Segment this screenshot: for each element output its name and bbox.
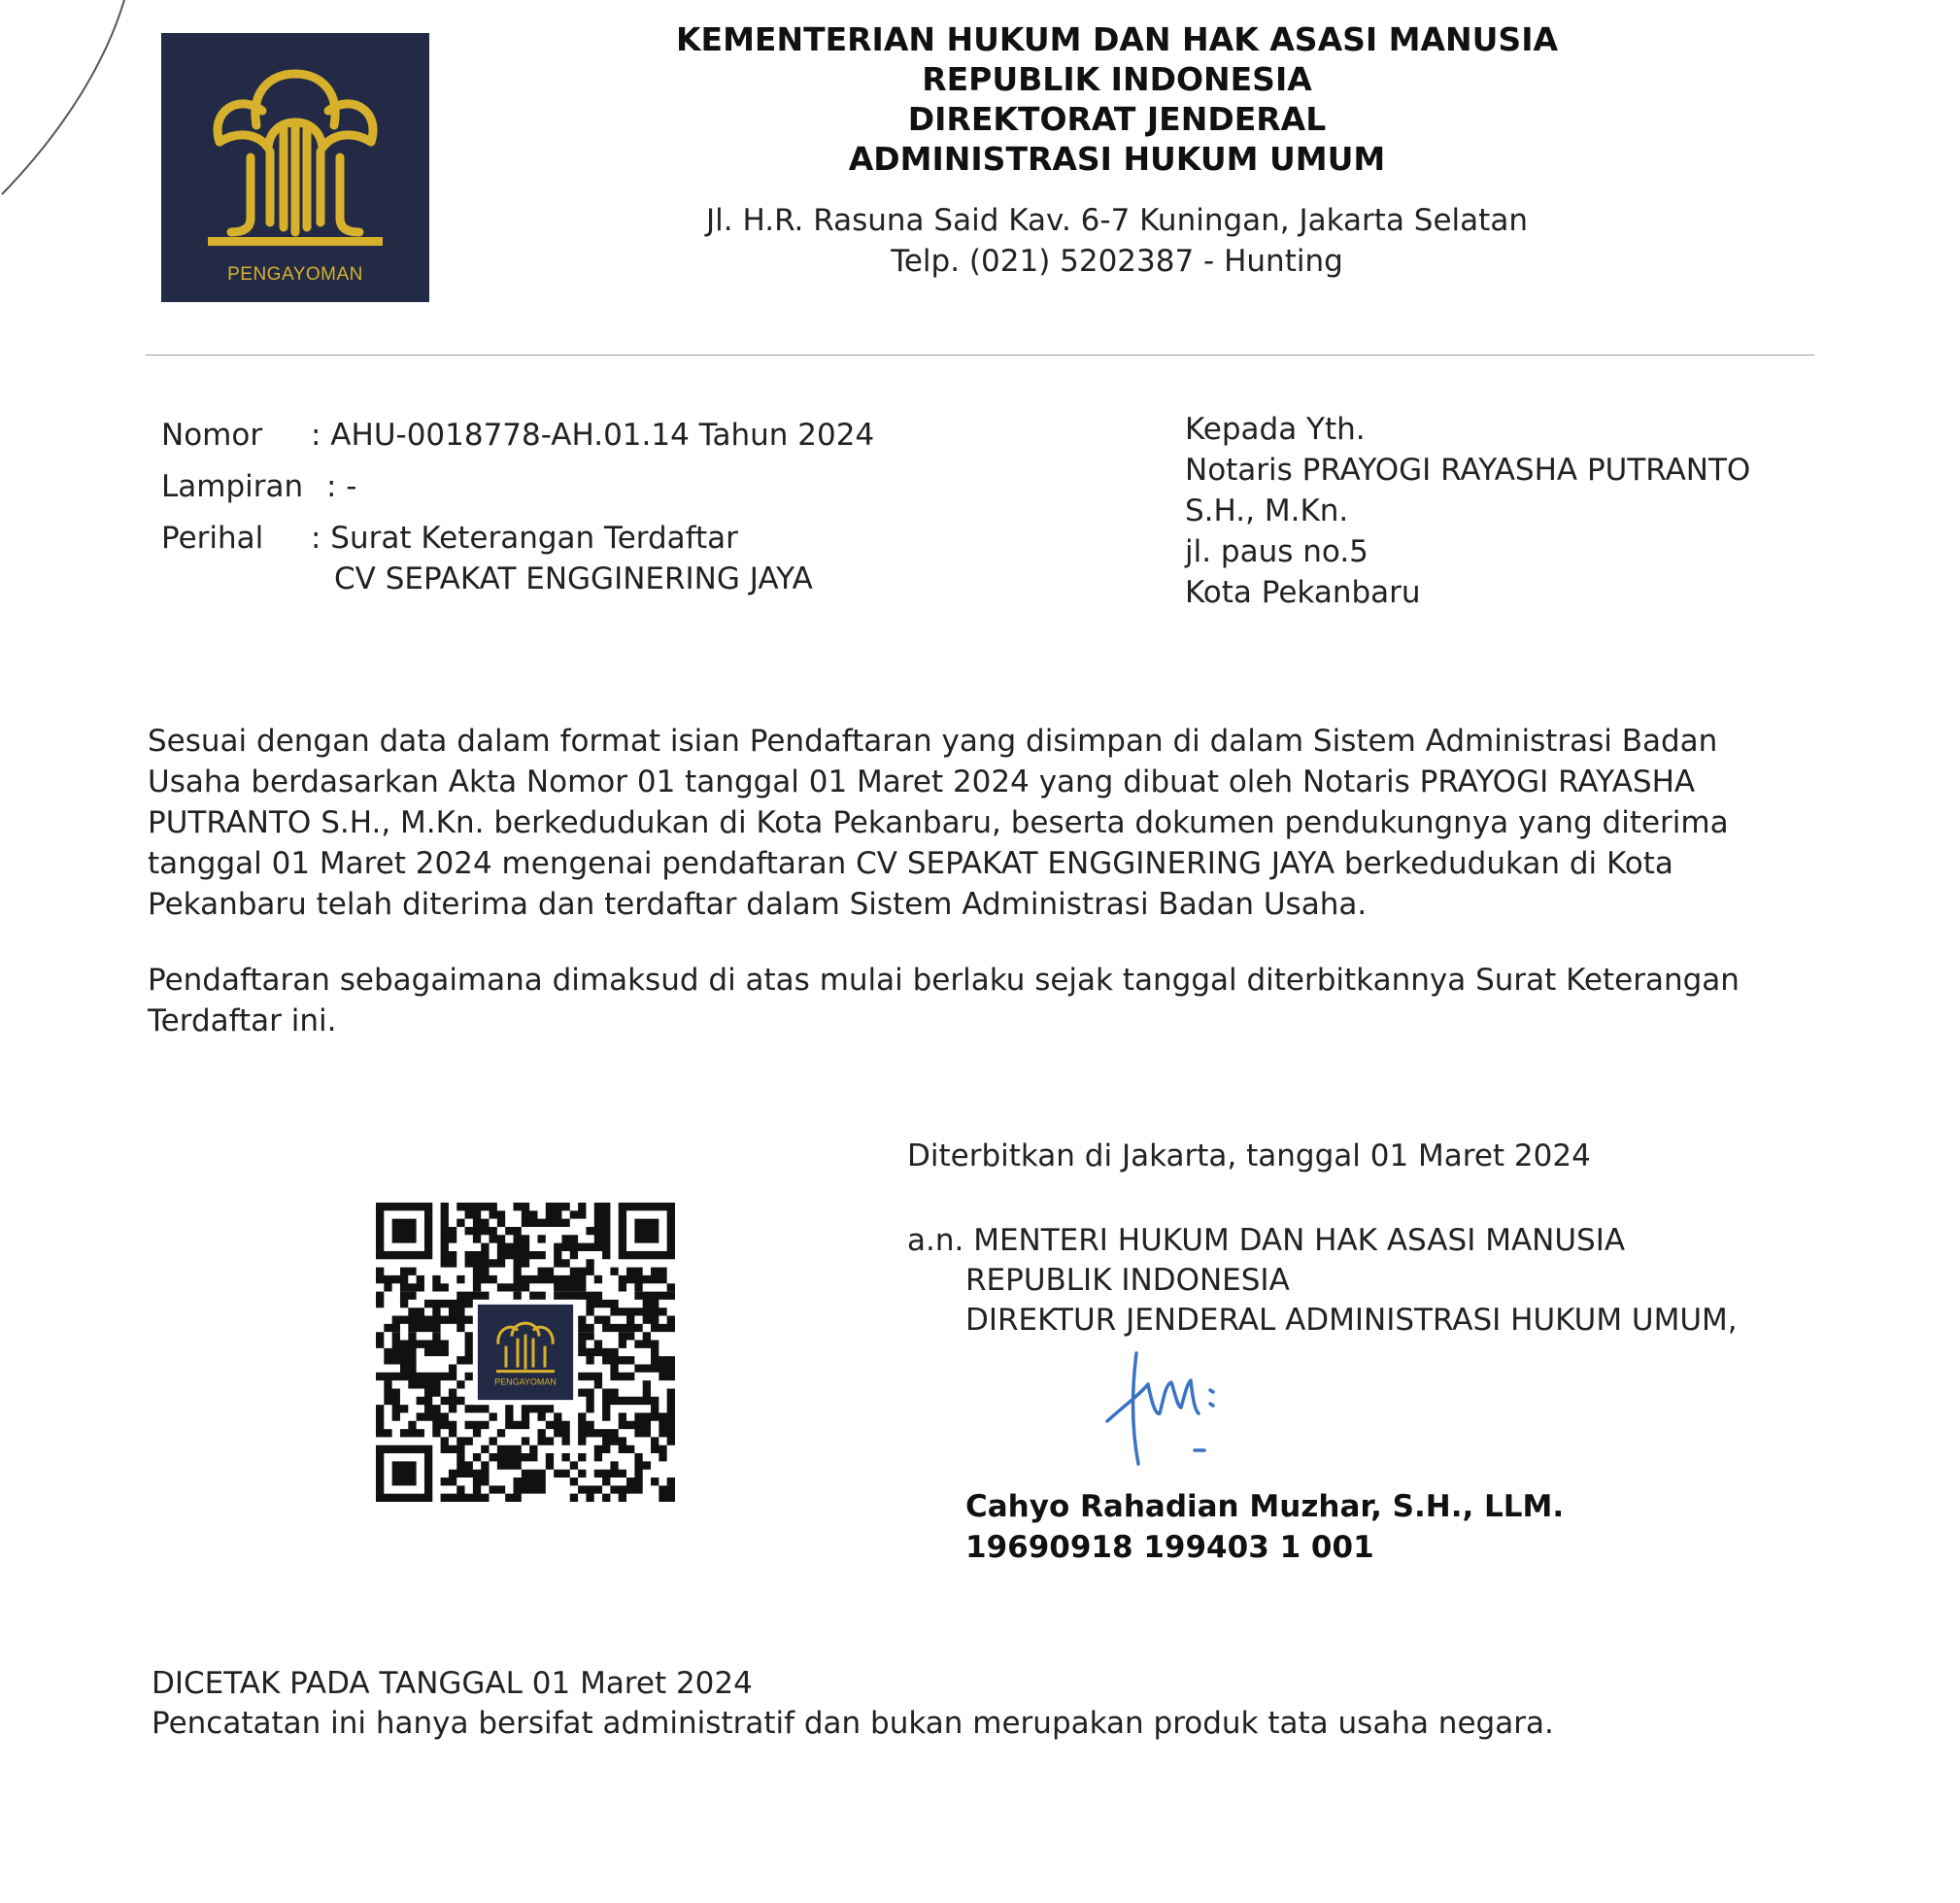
- header-line-republic: REPUBLIK INDONESIA: [922, 60, 1312, 98]
- issued-place-date: Diterbitkan di Jakarta, tanggal 01 Maret 2024: [907, 1138, 1591, 1173]
- qr-code-icon: [376, 1203, 675, 1502]
- body-line: tanggal 01 Maret 2024 mengenai pendaftaran CV SEPAKAT ENGGINERING JAYA berkedudukan di Kota: [148, 846, 1673, 881]
- header-address: Jl. H.R. Rasuna Said Kav. 6-7 Kuningan, Jakarta Selatan: [706, 203, 1528, 238]
- footer-disclaimer: Pencatatan ini hanya bersifat administratif dan bukan merupakan produk tata usaha negara.: [152, 1706, 1554, 1741]
- meta-lampiran-value: : -: [326, 469, 357, 504]
- header-divider: [146, 355, 1814, 356]
- logo-caption: PENGAYOMAN: [227, 264, 363, 285]
- header-line-admin: ADMINISTRASI HUKUM UMUM: [848, 140, 1386, 178]
- signatory-line-3: DIREKTUR JENDERAL ADMINISTRASI HUKUM UMUM,: [965, 1303, 1738, 1338]
- footer-block: [152, 1664, 1554, 1744]
- signatory-block: [907, 1221, 1738, 1341]
- signatory-line-2: REPUBLIK INDONESIA: [965, 1263, 1290, 1298]
- recipient-line: Kota Pekanbaru: [1185, 575, 1421, 610]
- body-line: Pekanbaru telah diterima dan terdaftar dalam Sistem Administrasi Badan Usaha.: [148, 887, 1368, 922]
- body-line: PUTRANTO S.H., M.Kn. berkedudukan di Kota Pekanbaru, beserta dokumen pendukungnya yang diterima: [148, 805, 1729, 840]
- letterhead: [524, 19, 1709, 282]
- header-line-ministry: KEMENTERIAN HUKUM DAN HAK ASASI MANUSIA: [675, 20, 1559, 58]
- meta-lampiran-label: Lampiran: [161, 469, 304, 504]
- body-line: Sesuai dengan data dalam format isian Pendaftaran yang disimpan di dalam Sistem Administrasi Badan: [148, 724, 1718, 759]
- body-line: Terdaftar ini.: [148, 1003, 337, 1038]
- header-line-directorate: DIREKTORAT JENDERAL: [907, 100, 1327, 138]
- pengayoman-tree-icon: [161, 33, 429, 302]
- meta-perihal-company: CV SEPAKAT ENGGINERING JAYA: [334, 561, 813, 596]
- recipient-block: [1185, 409, 1750, 613]
- handwritten-signature: [1098, 1345, 1233, 1472]
- recipient-line: S.H., M.Kn.: [1185, 493, 1349, 528]
- verification-qr-code: [376, 1203, 675, 1502]
- signatory-line-1: a.n. MENTERI HUKUM DAN HAK ASASI MANUSIA: [907, 1223, 1626, 1258]
- signer-block: [965, 1486, 1564, 1568]
- body-line: Pendaftaran sebagaimana dimaksud di atas mulai berlaku sejak tanggal diterbitkannya Surat Keterangan: [148, 963, 1740, 998]
- footer-print-date: DICETAK PADA TANGGAL 01 Maret 2024: [152, 1666, 753, 1701]
- meta-nomor-label: Nomor: [161, 418, 263, 453]
- recipient-line: Kepada Yth.: [1185, 412, 1366, 447]
- meta-nomor-value: : AHU-0018778-AH.01.14 Tahun 2024: [311, 418, 875, 453]
- signer-name: Cahyo Rahadian Muzhar, S.H., LLM.: [965, 1489, 1565, 1524]
- recipient-line: Notaris PRAYOGI RAYASHA PUTRANTO: [1185, 453, 1751, 488]
- meta-perihal-label: Perihal: [161, 521, 264, 556]
- qr-center-caption: PENGAYOMAN: [494, 1376, 557, 1387]
- body-paragraph-1: [148, 721, 1838, 925]
- signer-nip: 19690918 199403 1 001: [965, 1530, 1374, 1565]
- header-phone: Telp. (021) 5202387 - Hunting: [891, 244, 1343, 279]
- recipient-line: jl. paus no.5: [1185, 534, 1369, 569]
- body-line: Usaha berdasarkan Akta Nomor 01 tanggal 01 Maret 2024 yang dibuat oleh Notaris PRAYOGI RAYASHA: [148, 765, 1696, 799]
- scan-edge-curve: [0, 0, 136, 214]
- body-paragraph-2: [148, 960, 1838, 1041]
- meta-perihal-value: : Surat Keterangan Terdaftar: [311, 521, 738, 556]
- ministry-logo: [161, 33, 429, 302]
